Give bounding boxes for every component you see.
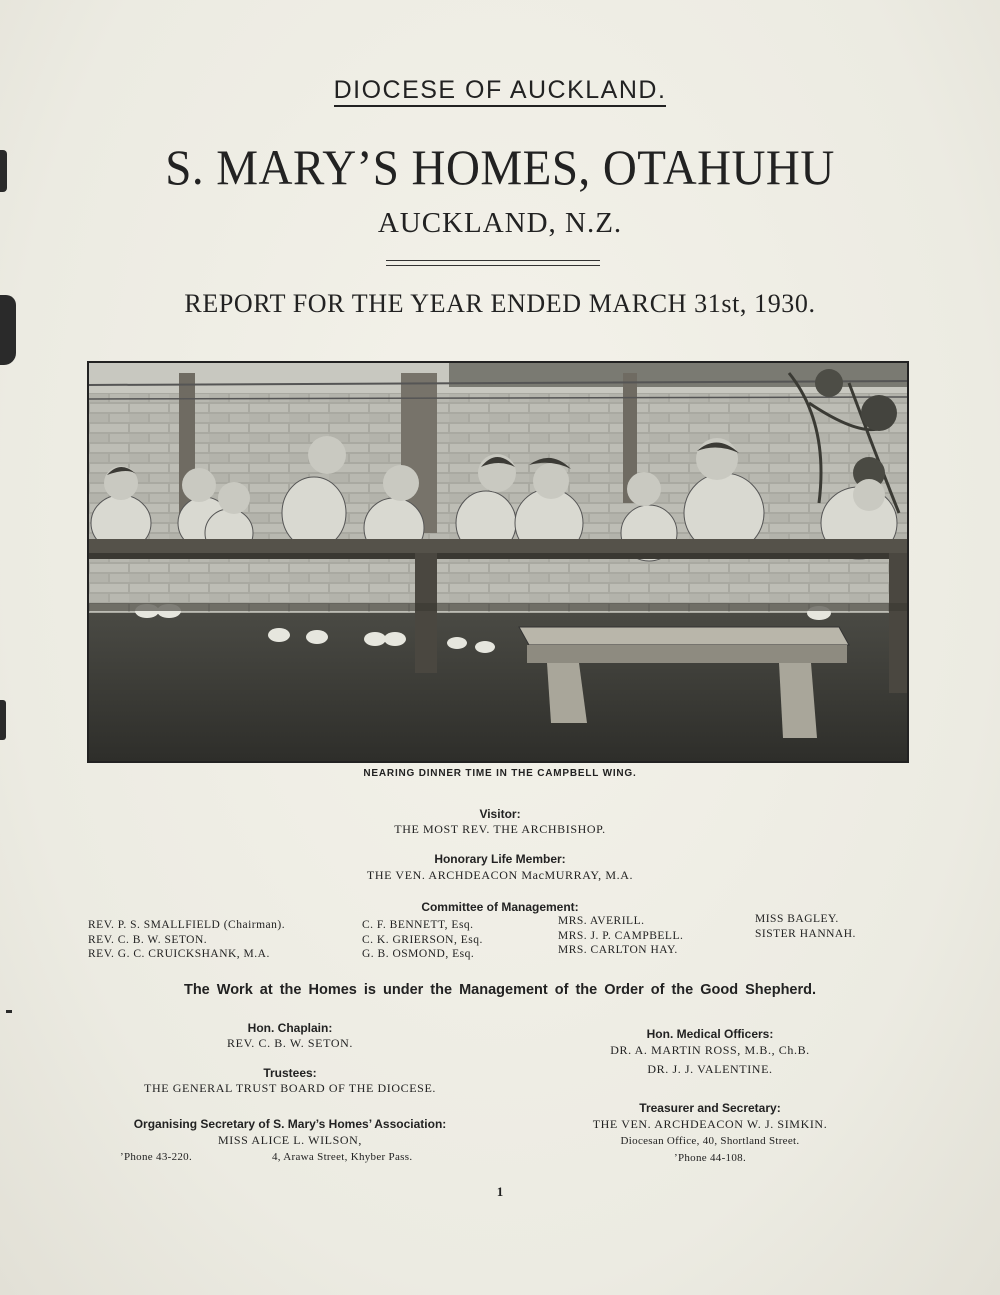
committee-heading: Committee of Management: (421, 900, 579, 914)
page-number: 1 (496, 1184, 504, 1199)
location-subtitle: AUCKLAND, N.Z. (377, 207, 623, 239)
medical-officer-name: DR. A. MARTIN ROSS, M.B., Ch.B. (610, 1043, 810, 1057)
committee-column (558, 914, 683, 958)
visitor-heading: Visitor: (479, 807, 521, 821)
edge-mark (0, 150, 7, 192)
treasurer-name: THE VEN. ARCHDEACON W. J. SIMKIN. (592, 1117, 828, 1131)
organising-secretary-phone: ’Phone 43-220. (120, 1151, 193, 1163)
organising-secretary-heading: Organising Secretary of S. Mary’s Homes’ Association: (133, 1117, 447, 1131)
photo-drawing (89, 363, 907, 761)
work-statement: The Work at the Homes is under the Management of the Order of the Good Shepherd. (183, 982, 817, 998)
committee-member: MRS. CARLTON HAY. (558, 944, 678, 956)
visitor-name: THE MOST REV. THE ARCHBISHOP. (394, 822, 606, 836)
committee-column (88, 918, 285, 962)
committee-member: MRS. AVERILL. (558, 915, 645, 927)
committee-member: MRS. J. P. CAMPBELL. (558, 929, 684, 942)
edge-mark (0, 700, 6, 740)
committee-member: MISS BAGLEY. (755, 913, 839, 925)
committee-member: REV. P. S. SMALLFIELD (Chairman). (88, 919, 286, 931)
report-title: REPORT FOR THE YEAR ENDED MARCH 31st, 1930. (184, 289, 816, 318)
committee-member: C. F. BENNETT, Esq. (362, 919, 474, 931)
photo-caption: NEARING DINNER TIME IN THE CAMPBELL WING. (363, 768, 637, 779)
treasurer-heading: Treasurer and Secretary: (639, 1101, 781, 1115)
committee-column (755, 912, 856, 941)
diocese-text: DIOCESE OF AUCKLAND. (334, 76, 667, 107)
medical-officer-name: DR. J. J. VALENTINE. (647, 1062, 773, 1076)
committee-member: SISTER HANNAH. (755, 927, 856, 940)
edge-mark (6, 1010, 12, 1013)
chaplain-name: REV. C. B. W. SETON. (227, 1036, 353, 1050)
committee-column (362, 918, 483, 962)
treasurer-phone: ’Phone 44-108. (673, 1152, 747, 1164)
life-member-heading: Honorary Life Member: (434, 852, 566, 866)
committee-member: REV. G. C. CRUICKSHANK, M.A. (88, 948, 270, 960)
committee-member: REV. C. B. W. SETON. (88, 933, 208, 946)
diocese-heading (0, 76, 1000, 105)
divider (386, 265, 600, 266)
organising-secretary-address: 4, Arawa Street, Khyber Pass. (272, 1151, 413, 1163)
page-title: S. MARY’S HOMES, OTAHUHU (165, 139, 835, 195)
life-member-name: THE VEN. ARCHDEACON MacMURRAY, M.A. (366, 868, 634, 882)
trustees-heading: Trustees: (263, 1066, 317, 1080)
trustees-name: THE GENERAL TRUST BOARD OF THE DIOCESE. (144, 1081, 436, 1095)
treasurer-office: Diocesan Office, 40, Shortland Street. (620, 1135, 800, 1147)
committee-member: G. B. OSMOND, Esq. (362, 948, 475, 960)
committee-member: C. K. GRIERSON, Esq. (362, 933, 483, 946)
divider (386, 260, 600, 261)
organising-secretary-name: MISS ALICE L. WILSON, (217, 1133, 363, 1147)
chaplain-heading: Hon. Chaplain: (247, 1021, 333, 1035)
medical-officers-heading: Hon. Medical Officers: (646, 1027, 774, 1041)
photograph (87, 361, 909, 763)
